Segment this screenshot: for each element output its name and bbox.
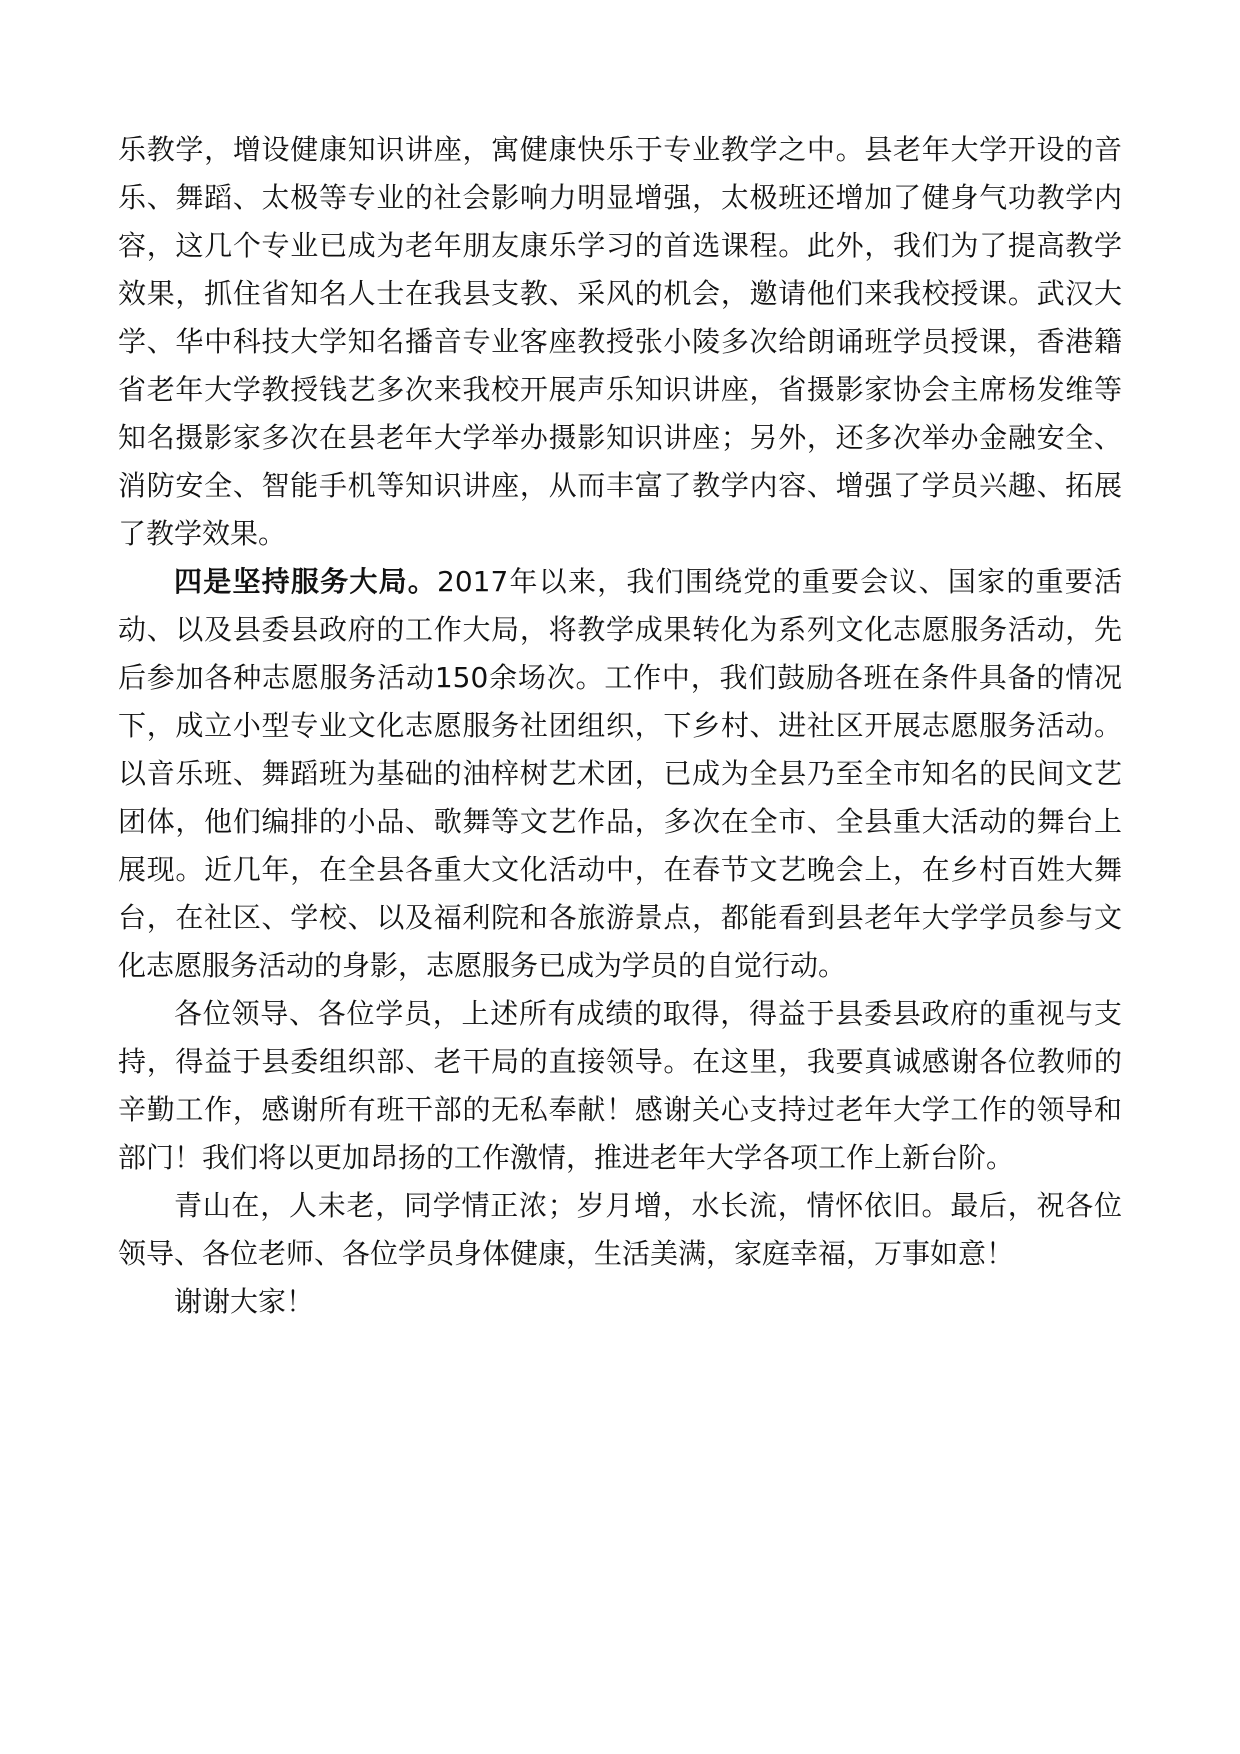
document-body [118,126,1122,1326]
paragraph-text: 青山在，人未老，同学情正浓；岁月增，水长流，情怀依旧。最后，祝各位领导、各位老师、各位学员身体健康，生活美满，家庭幸福，万事如意！ [118,1189,1122,1270]
paragraph-text: 2017年以来，我们围绕党的重要会议、国家的重要活动、以及县委县政府的工作大局，将教学成果转化为系列文化志愿服务活动，先后参加各种志愿服务活动150余场次。工作中，我们鼓励各班在条件具备的情况下，成立小型专业文化志愿服务社团组织，下乡村、进社区开展志愿服务活动。以音乐班、舞蹈班为基础的油梓树艺术团，已成为全县乃至全市知名的民间文艺团体，他们编排的小品、歌舞等文艺作品，多次在全市、全县重大活动的舞台上展现。近几年，在全县各重大文化活动中，在春节文艺晚会上，在乡村百姓大舞台，在社区、学校、以及福利院和各旅游景点，都能看到县老年大学学员参与文化志愿服务活动的身影，志愿服务已成为学员的自觉行动。 [118,565,1122,982]
paragraph-thanks [118,990,1122,1182]
paragraph-teaching-content [118,126,1122,558]
paragraph-text: 乐教学，增设健康知识讲座，寓健康快乐于专业教学之中。县老年大学开设的音乐、舞蹈、太极等专业的社会影响力明显增强，太极班还增加了健身气功教学内容，这几个专业已成为老年朋友康乐学习的首选课程。此外，我们为了提高教学效果，抓住省知名人士在我县支教、采风的机会，邀请他们来我校授课。武汉大学、华中科技大学知名播音专业客座教授张小陵多次给朗诵班学员授课，香港籍省老年大学教授钱艺多次来我校开展声乐知识讲座，省摄影家协会主席杨发维等知名摄影家多次在县老年大学举办摄影知识讲座；另外，还多次举办金融安全、消防安全、智能手机等知识讲座，从而丰富了教学内容、增强了学员兴趣、拓展了教学效果。 [118,133,1122,550]
paragraph-serve-overall [118,558,1122,990]
paragraph-wishes [118,1182,1122,1278]
paragraph-text: 谢谢大家！ [174,1285,315,1318]
paragraph-closing [118,1278,1122,1326]
paragraph-text: 各位领导、各位学员，上述所有成绩的取得，得益于县委县政府的重视与支持，得益于县委组织部、老干局的直接领导。在这里，我要真诚感谢各位教师的辛勤工作，感谢所有班干部的无私奉献！感谢关心支持过老年大学工作的领导和部门！我们将以更加昂扬的工作激情，推进老年大学各项工作上新台阶。 [118,997,1122,1174]
paragraph-lead-heading: 四是坚持服务大局。 [174,565,438,598]
